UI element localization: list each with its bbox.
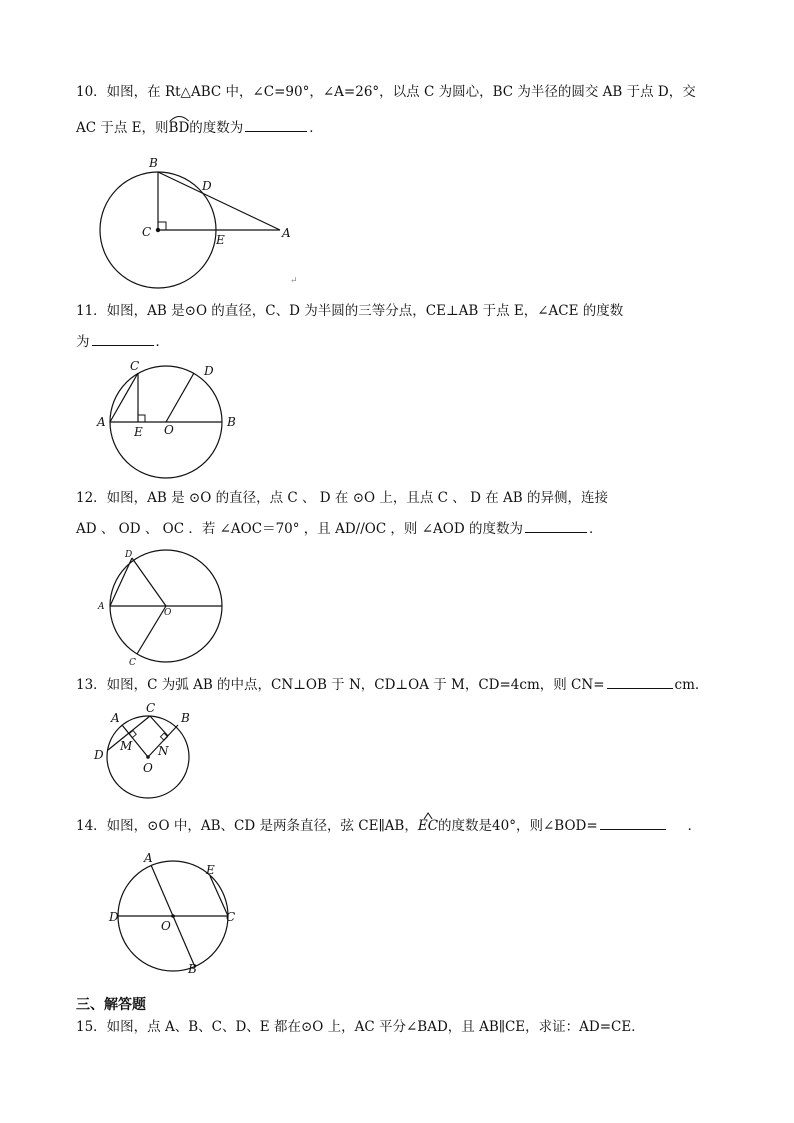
q14-text-line1b: 的度数是40°，则∠BOD= (438, 818, 598, 834)
q10-text-line1: 10．如图，在 Rt△ABC 中，∠C=90°，∠A=26°，以点 C 为圆心，BC 为半径的圆交 AB 于点 D，交 (76, 84, 696, 100)
q14-text-line1a: 14．如图，⊙O 中，AB、CD 是两条直径，弦 CE∥AB， (76, 818, 418, 834)
q12-label-O: O (164, 608, 172, 618)
q14-text-line1 (76, 817, 701, 835)
q11-text-line2 (76, 333, 169, 351)
arc-symbol-icon (418, 812, 438, 820)
q10-label-C: C (142, 225, 152, 239)
q13-label-B: B (181, 711, 190, 725)
q13-figure (92, 700, 202, 804)
q14-label-O: O (161, 919, 171, 933)
q14-text-line1-end: ． (687, 818, 702, 834)
q14-label-A: A (144, 851, 153, 865)
q13-label-O: O (143, 761, 153, 775)
q10-label-D: D (202, 179, 212, 193)
q13-text-line1a: 13．如图，C 为弧 AB 的中点，CN⊥OB 于 N，CD⊥OA 于 M，CD=4cm，则 CN= (76, 677, 605, 693)
answer-blank[interactable] (607, 676, 673, 689)
q14-arc-text: EC (417, 818, 439, 834)
q12-label-D: D (125, 550, 133, 560)
answer-blank[interactable] (525, 520, 587, 533)
q14-label-E: E (206, 863, 215, 877)
q12-label-A: A (98, 602, 105, 612)
q11-label-C: C (130, 359, 140, 373)
q11-label-E: E (134, 425, 143, 439)
answer-blank[interactable] (245, 119, 307, 132)
q12-figure (94, 545, 234, 674)
q14-label-C: C (226, 910, 236, 924)
q13-text-line1 (76, 676, 708, 694)
q11-text-line2-end: ． (155, 334, 169, 350)
q10-text-line2b: 的度数为 (189, 120, 244, 136)
q14-label-B: B (188, 962, 197, 976)
q10-text-line2a: AC 于点 E，则 (76, 120, 169, 136)
q13-label-N: N (158, 744, 169, 758)
q12-label-C: C (129, 658, 136, 668)
q11-text-line2a: 为 (76, 334, 90, 350)
q10-figure (92, 152, 312, 296)
q12-text-line1: 12．如图，AB 是 ⊙O 的直径，点 C 、 D 在 ⊙O 上，且点 C 、 D 在 AB 的异侧，连接 (76, 490, 608, 506)
q10-arc-label (169, 119, 190, 137)
return-mark-icon: ↵ (290, 276, 298, 286)
section-heading: 三、解答题 (76, 997, 146, 1013)
q10-label-B: B (149, 156, 158, 170)
q11-label-O: O (164, 423, 174, 437)
answer-blank[interactable] (600, 817, 666, 830)
q10-text-line2-end: ． (309, 120, 323, 136)
q14-arc-label (418, 817, 438, 835)
q13-label-C: C (146, 701, 156, 715)
q11-figure (92, 360, 252, 484)
q10-arc-text: BD (168, 120, 190, 136)
q12-text-line2-end: ． (588, 521, 603, 537)
arc-symbol-icon (169, 114, 190, 122)
q11-text-line1: 11．如图，AB 是⊙O 的直径，C、D 为半圆的三等分点，CE⊥AB 于点 E，∠ACE 的度数 (76, 303, 624, 319)
q10-label-A: A (282, 226, 291, 240)
q12-text-line2 (76, 520, 602, 538)
q11-label-D: D (204, 364, 214, 378)
q14-figure (106, 852, 246, 986)
q10-text-line2 (76, 119, 323, 137)
q15-text-line1: 15．如图，点 A、B、C、D、E 都在⊙O 上，AC 平分∠BAD，且 AB∥CE，求证：AD=CE． (76, 1019, 645, 1035)
q11-label-B: B (227, 415, 236, 429)
q10-label-E: E (216, 233, 225, 247)
q12-text-line2a: AD 、 OD 、 OC ．若 ∠AOC＝70° ，且 AD//OC ，则 ∠AOD 的度数为 (76, 521, 523, 537)
q13-text-line1-end: cm． (674, 677, 709, 693)
q11-label-A: A (97, 415, 106, 429)
q14-label-D: D (109, 910, 119, 924)
q13-label-M: M (120, 739, 133, 753)
q13-label-A: A (111, 711, 120, 725)
q13-label-D: D (94, 748, 104, 762)
answer-blank[interactable] (92, 333, 154, 346)
